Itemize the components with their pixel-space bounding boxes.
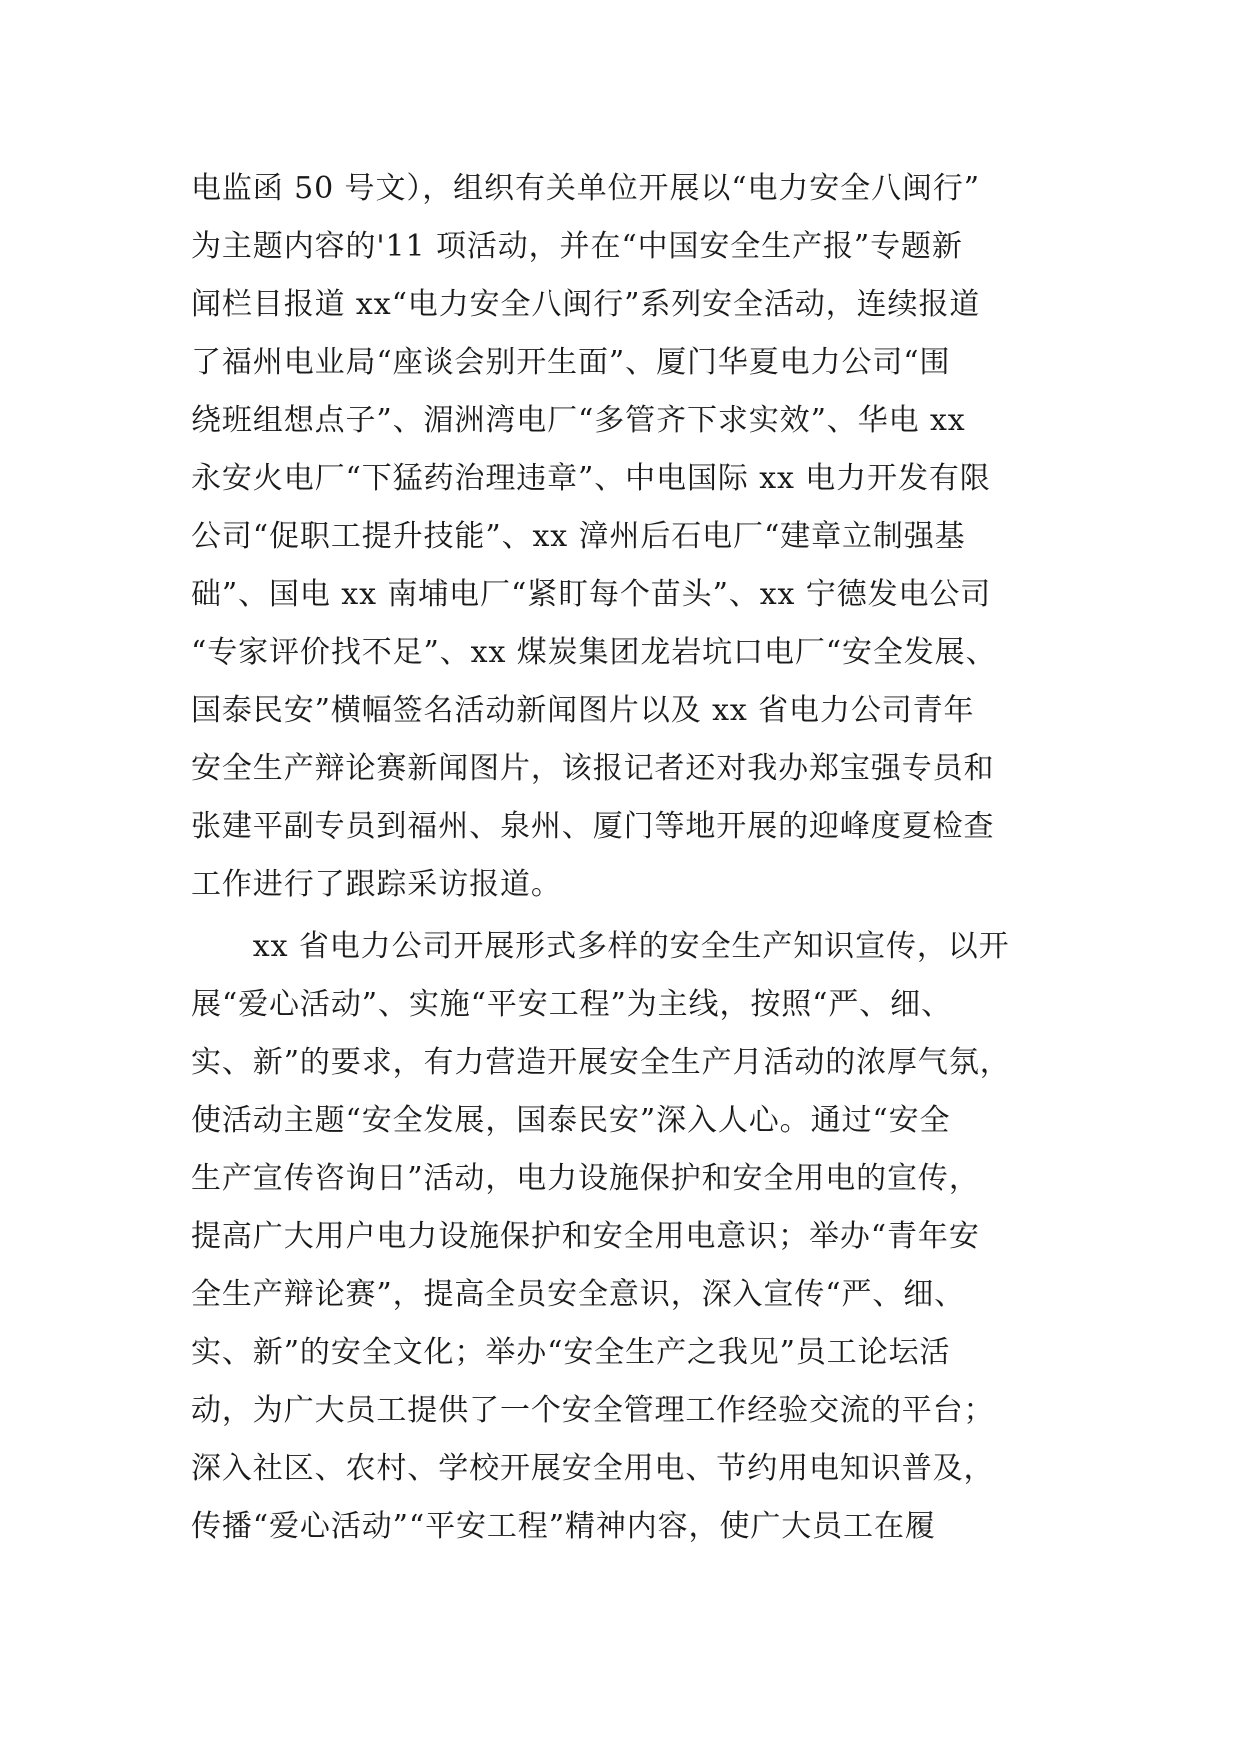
text-line: 使活动主题“安全发展，国泰民安”深入人心。通过“安全 (191, 1103, 951, 1138)
paragraph-1 (191, 160, 1071, 914)
text-line: 全生产辩论赛”，提高全员安全意识，深入宣传“严、细、 (191, 1277, 966, 1312)
text-line: 动，为广大员工提供了一个安全管理工作经验交流的平台； (191, 1393, 995, 1428)
text-line: 实、新”的安全文化；举办“安全生产之我见”员工论坛活 (191, 1335, 951, 1370)
text-line: 安全生产辩论赛新闻图片，该报记者还对我办郑宝强专员和 (191, 751, 995, 786)
text-line: 绕班组想点子”、湄洲湾电厂“多管齐下求实效”、华电 xx (191, 403, 966, 438)
text-line: 深入社区、农村、学校开展安全用电、节约用电知识普及， (191, 1451, 995, 1486)
text-line: 张建平副专员到福州、泉州、厦门等地开展的迎峰度夏检查 (191, 809, 995, 844)
text-line: 永安火电厂“下猛药治理违章”、中电国际 xx 电力开发有限 (191, 461, 991, 496)
text-line: 公司“促职工提升技能”、xx 漳州后石电厂“建章立制强基 (191, 519, 966, 554)
text-line: xx 省电力公司开展形式多样的安全生产知识宣传，以开 (191, 929, 1010, 964)
text-line: 工作进行了跟踪采访报道。 (191, 867, 562, 902)
text-line: 提高广大用户电力设施保护和安全用电意识；举办“青年安 (191, 1219, 980, 1254)
text-line: 了福州电业局“座谈会别开生面”、厦门华夏电力公司“围 (191, 345, 951, 380)
text-line: 实、新”的要求，有力营造开展安全生产月活动的浓厚气氛， (191, 1045, 1011, 1080)
document-body (191, 160, 1071, 1556)
text-line: 电监函 50 号文），组织有关单位开展以“电力安全八闽行” (191, 171, 981, 206)
text-line: 展“爱心活动”、实施“平安工程”为主线，按照“严、细、 (191, 987, 952, 1022)
text-line: 础”、国电 xx 南埔电厂“紧盯每个苗头”、xx 宁德发电公司 (191, 577, 992, 612)
text-line: “专家评价找不足”、xx 煤炭集团龙岩坑口电厂“安全发展、 (191, 635, 997, 670)
text-line: 传播“爱心活动”“平安工程”精神内容，使广大员工在履 (191, 1509, 936, 1544)
text-line: 闻栏目报道 xx“电力安全八闽行”系列安全活动，连续报道 (191, 287, 981, 322)
paragraph-2 (191, 918, 1071, 1556)
text-line: 为主题内容的'11 项活动，并在“中国安全生产报”专题新 (191, 229, 963, 264)
text-line: 生产宣传咨询日”活动，电力设施保护和安全用电的宣传， (191, 1161, 980, 1196)
text-line: 国泰民安”横幅签名活动新闻图片以及 xx 省电力公司青年 (191, 693, 975, 728)
